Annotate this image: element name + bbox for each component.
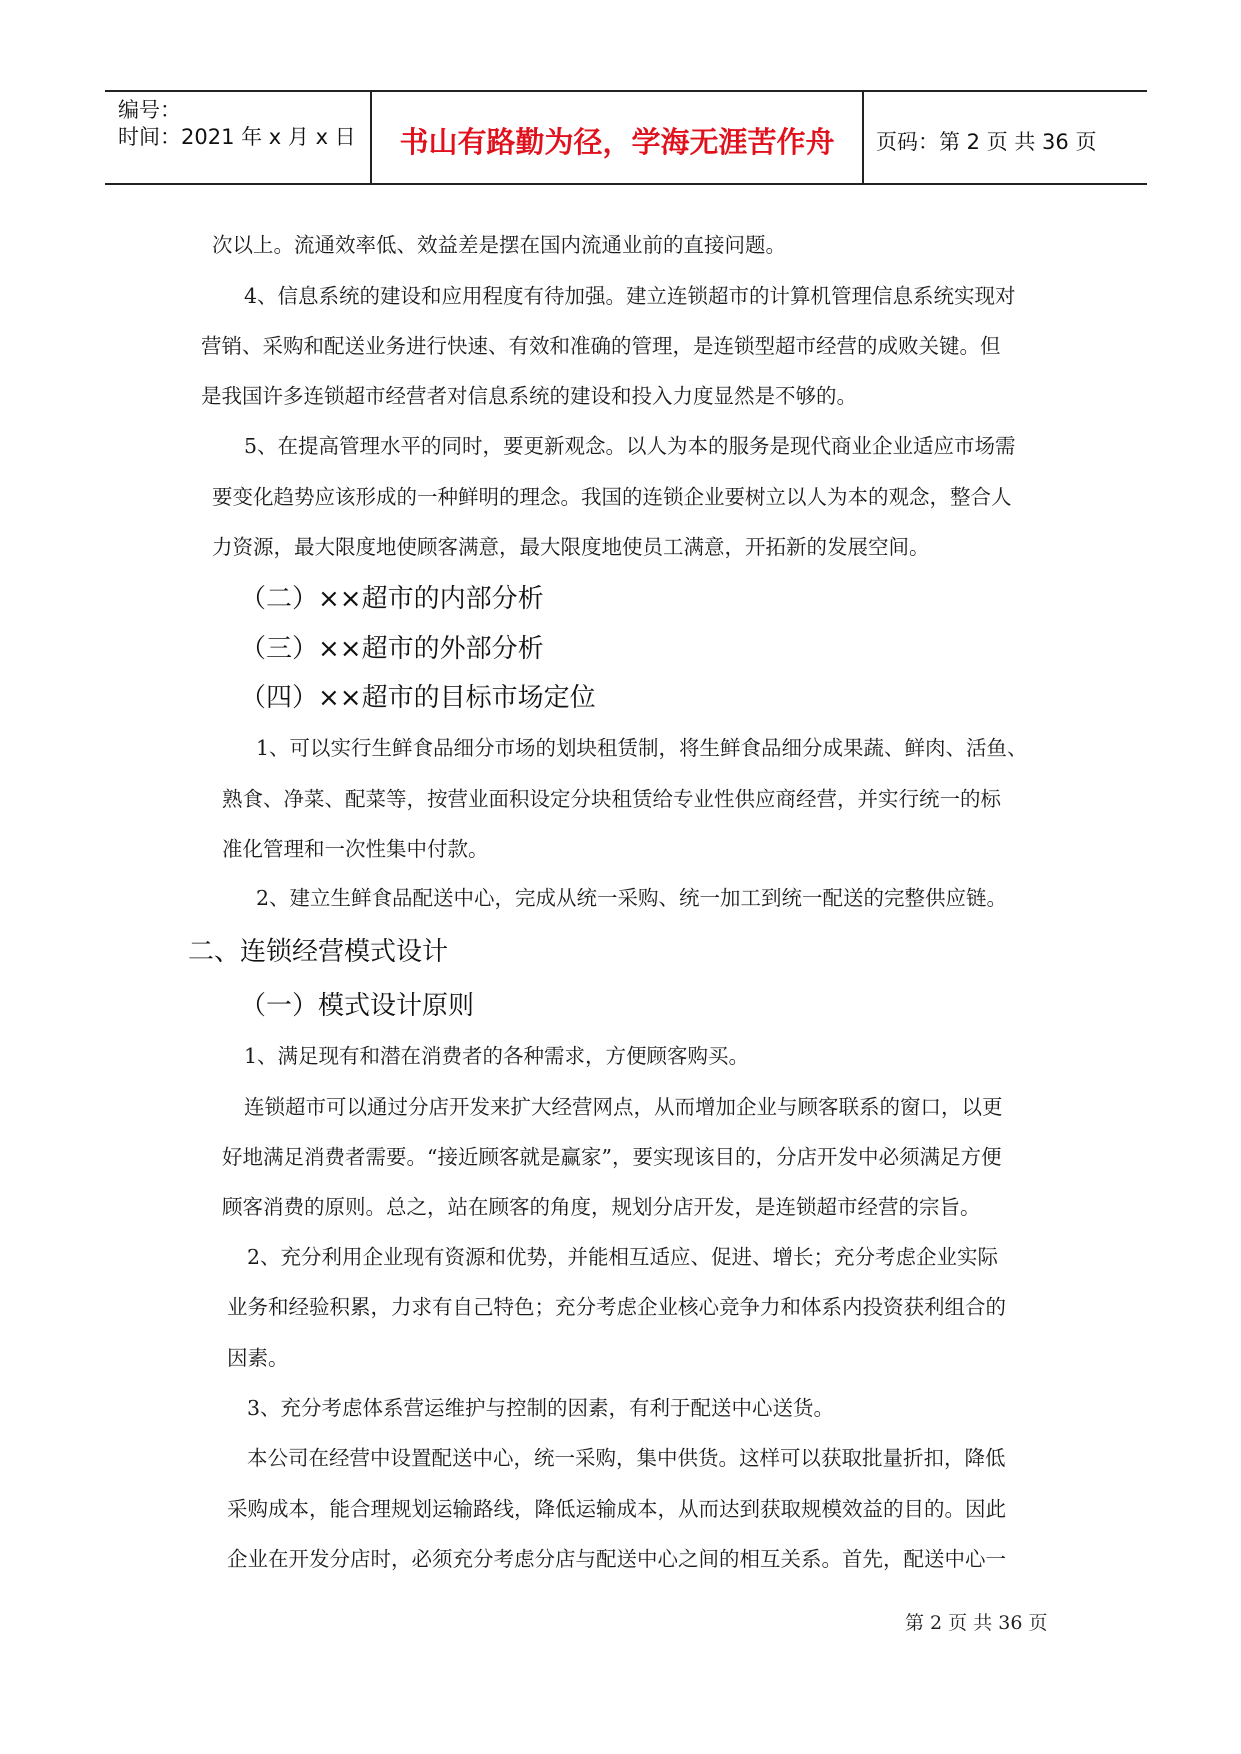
paragraph-line: 准化管理和一次性集中付款。: [222, 837, 489, 861]
paragraph-line: 2、建立生鲜食品配送中心，完成从统一采购、统一加工到统一配送的完整供应链。: [256, 886, 1008, 910]
section-heading-external: （三）××超市的外部分析: [240, 634, 544, 664]
paragraph-line: 企业在开发分店时，必须充分考虑分店与配送中心之间的相互关系。首先，配送中心一: [227, 1547, 1006, 1571]
paragraph-line: 2、充分利用企业现有资源和优势，并能相互适应、促进、增长；充分考虑企业实际: [247, 1245, 999, 1269]
paragraph-line: 要变化趋势应该形成的一种鲜明的理念。我国的连锁企业要树立以人为本的观念，整合人: [212, 485, 1012, 509]
header-top-rule: [105, 90, 1147, 92]
section-heading-principles: （一）模式设计原则: [240, 991, 475, 1021]
paragraph-line: 次以上。流通效率低、效益差是摆在国内流通业前的直接问题。: [212, 233, 786, 257]
paragraph-line: 是我国许多连锁超市经营者对信息系统的建设和投入力度显然是不够的。: [201, 384, 857, 408]
header-divider-right: [862, 90, 864, 184]
paragraph-line: 1、满足现有和潜在消费者的各种需求，方便顾客购买。: [244, 1044, 750, 1068]
chapter-heading: 二、连锁经营模式设计: [188, 937, 449, 967]
paragraph-line: 力资源，最大限度地使顾客满意，最大限度地使员工满意，开拓新的发展空间。: [212, 535, 930, 559]
paragraph-line: 连锁超市可以通过分店开发来扩大经营网点，从而增加企业与顾客联系的窗口，以更: [244, 1095, 1003, 1119]
header-motto: 书山有路勤为径，学海无涯苦作舟: [399, 125, 835, 159]
paragraph-line: 营销、采购和配送业务进行快速、有效和准确的管理，是连锁型超市经营的成败关键。但: [201, 334, 1001, 358]
header-time-label: 时间：2021 年 x 月 x 日: [118, 125, 356, 149]
paragraph-line: 4、信息系统的建设和应用程度有待加强。建立连锁超市的计算机管理信息系统实现对: [244, 284, 1016, 308]
header-number-label: 编号：: [118, 98, 181, 122]
paragraph-line: 本公司在经营中设置配送中心，统一采购，集中供货。这样可以获取批量折扣，降低: [247, 1446, 1006, 1470]
paragraph-line: 5、在提高管理水平的同时，要更新观念。以人为本的服务是现代商业企业适应市场需: [244, 434, 1016, 458]
header-page-label: 页码：第 2 页 共 36 页: [876, 130, 1097, 154]
paragraph-line: 3、充分考虑体系营运维护与控制的因素，有利于配送中心送货。: [247, 1396, 835, 1420]
paragraph-line: 业务和经验积累，力求有自己特色；充分考虑企业核心竞争力和体系内投资获利组合的: [227, 1295, 1006, 1319]
paragraph-line: 好地满足消费者需要。“接近顾客就是赢家”，要实现该目的，分店开发中必须满足方便: [222, 1145, 1002, 1169]
paragraph-line: 因素。: [227, 1346, 289, 1370]
paragraph-line: 1、可以实行生鲜食品细分市场的划块租赁制，将生鲜食品细分成果蔬、鲜肉、活鱼、: [256, 736, 1028, 760]
paragraph-line: 熟食、净菜、配菜等，按营业面积设定分块租赁给专业性供应商经营，并实行统一的标: [222, 787, 1001, 811]
section-heading-target: （四）××超市的目标市场定位: [240, 683, 596, 713]
paragraph-line: 采购成本，能合理规划运输路线，降低运输成本，从而达到获取规模效益的目的。因此: [227, 1497, 1006, 1521]
header-bottom-rule: [105, 183, 1147, 185]
section-heading-internal: （二）××超市的内部分析: [240, 584, 544, 614]
paragraph-line: 顾客消费的原则。总之，站在顾客的角度，规划分店开发，是连锁超市经营的宗旨。: [222, 1195, 981, 1219]
page-footer: 第 2 页 共 36 页: [905, 1612, 1048, 1634]
